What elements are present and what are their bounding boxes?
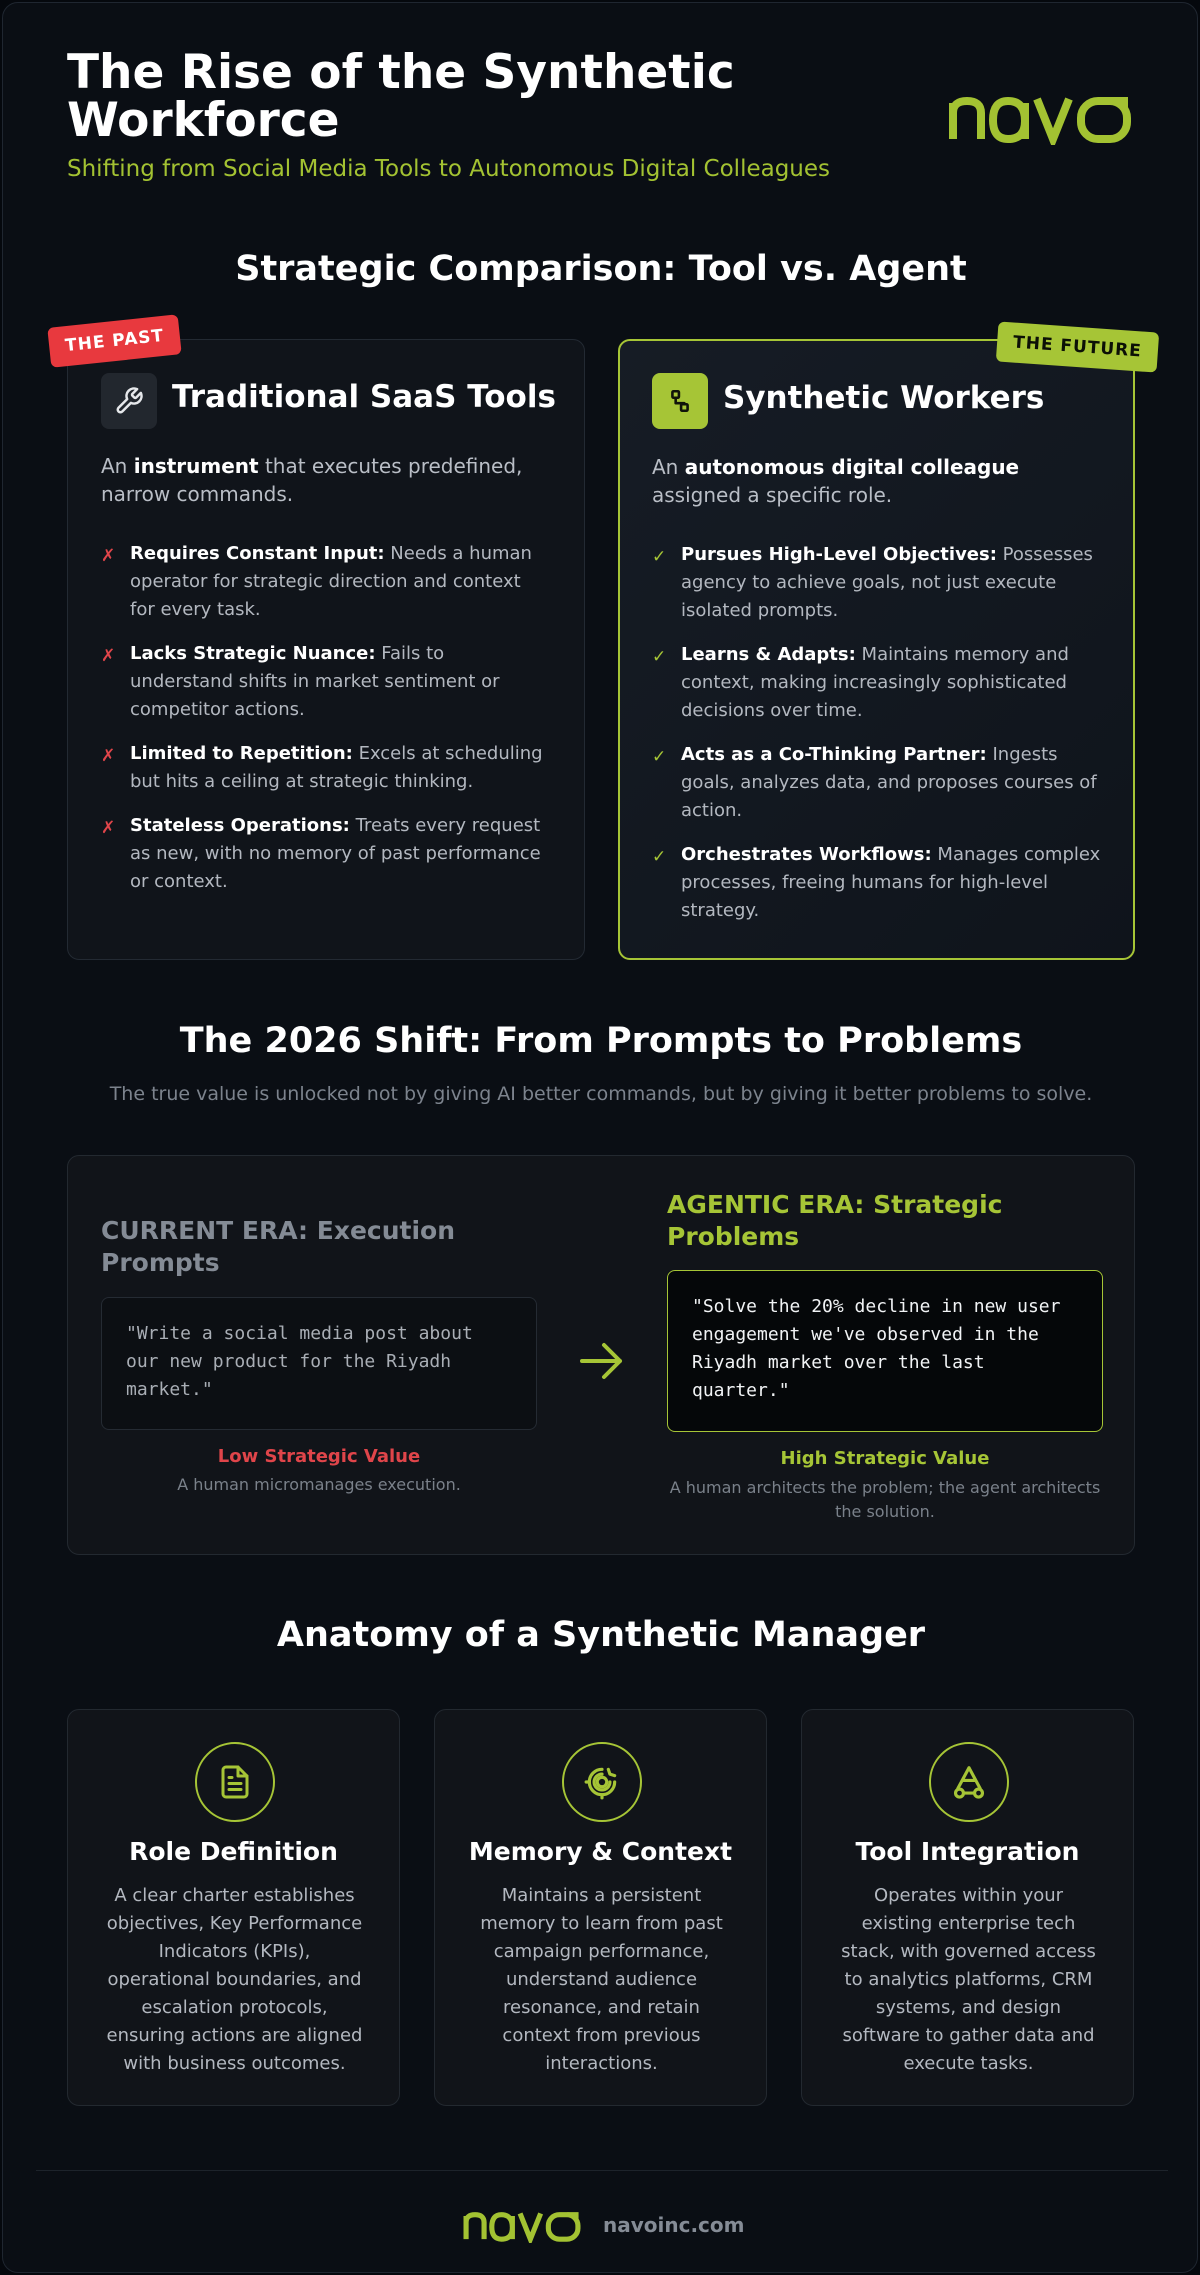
anatomy-card-tools xyxy=(801,1709,1134,2106)
high-value-label: High Strategic Value xyxy=(780,1448,990,1469)
check-icon: ✓ xyxy=(652,647,667,667)
anatomy-card-title: Tool Integration xyxy=(855,1837,1080,1866)
past-description: An instrument that executes predefined, narrow commands. xyxy=(101,454,523,506)
low-value-label: Low Strategic Value xyxy=(217,1446,421,1467)
past-card xyxy=(67,339,585,960)
tools-icon xyxy=(929,1742,1009,1822)
page-subtitle: Shifting from Social Media Tools to Autonomous Digital Colleagues xyxy=(67,156,831,182)
future-card xyxy=(618,339,1135,960)
check-icon: ✓ xyxy=(652,747,667,767)
future-title: Synthetic Workers xyxy=(723,380,1045,416)
current-prompt: "Write a social media post about our new product for the Riyadh market." xyxy=(101,1297,537,1430)
past-ribbon: THE PAST xyxy=(47,314,182,368)
cross-icon: ✗ xyxy=(101,646,116,666)
footer-divider xyxy=(36,2170,1168,2171)
agentic-era-title: AGENTIC ERA: Strategic Problems xyxy=(667,1190,1003,1251)
list-item: ✗ Lacks Strategic Nuance: Fails to understand shifts in market sentiment or competitor actions. xyxy=(101,643,500,720)
document-icon xyxy=(195,1742,275,1822)
current-era-title: CURRENT ERA: Execution Prompts xyxy=(101,1216,456,1277)
prompts-comparison xyxy=(67,1155,1135,1555)
network-icon xyxy=(652,373,708,429)
agentic-prompt: "Solve the 20% decline in new user engagement we've observed in the Riyadh market over the last quarter." xyxy=(667,1270,1103,1432)
anatomy-card-title: Memory & Context xyxy=(468,1837,733,1866)
list-item: ✗ Requires Constant Input: Needs a human operator for strategic direction and context for every task. xyxy=(101,543,532,620)
low-value-desc: A human micromanages execution. xyxy=(177,1475,461,1494)
list-item: ✓ Learns & Adapts: Maintains memory and context, making increasingly sophisticated decisions over time. xyxy=(652,644,1069,721)
list-item: ✗ Stateless Operations: Treats every request as new, with no memory of past performance or context. xyxy=(101,815,541,892)
cross-icon: ✗ xyxy=(101,818,116,838)
page-title: The Rise of the Synthetic Workforce xyxy=(67,45,735,148)
list-item: ✓ Acts as a Co-Thinking Partner: Ingests goals, analyzes data, and proposes courses of action. xyxy=(652,744,1097,821)
past-list xyxy=(101,540,551,912)
arrow-right-icon xyxy=(578,1337,626,1385)
anatomy-card-desc: A clear charter establishes objectives, Key Performance Indicators (KPIs), operational boundaries, and escalation protocols, ensuring actions are aligned with business outcomes. xyxy=(106,1885,363,2074)
navo-logo xyxy=(947,89,1133,145)
check-icon: ✓ xyxy=(652,547,667,567)
high-value-desc: A human architects the problem; the agent architects the solution. xyxy=(669,1478,1101,1521)
footer-url[interactable]: navoinc.com xyxy=(603,2213,745,2237)
past-title: Traditional SaaS Tools xyxy=(172,379,556,415)
anatomy-card-desc: Operates within your existing enterprise tech stack, with governed access to analytics platforms, CRM systems, and design software to gather data and execute tasks. xyxy=(841,1885,1096,2074)
navo-footer-logo xyxy=(460,2207,584,2243)
list-item: ✗ Limited to Repetition: Excels at scheduling but hits a ceiling at strategic thinking. xyxy=(101,743,543,792)
future-list xyxy=(652,541,1104,941)
shift-title: The 2026 Shift: From Prompts to Problems xyxy=(179,1021,1023,1061)
list-item: ✓ Pursues High-Level Objectives: Possesses agency to achieve goals, not just execute isolated prompts. xyxy=(652,544,1093,621)
list-item: ✓ Orchestrates Workflows: Manages complex processes, freeing humans for high-level strategy. xyxy=(652,844,1101,921)
shift-subtitle: The true value is unlocked not by giving AI better commands, but by giving it better problems to solve. xyxy=(109,1083,1093,1105)
anatomy-title: Anatomy of a Synthetic Manager xyxy=(276,1615,926,1655)
anatomy-card-role xyxy=(67,1709,400,2106)
check-icon: ✓ xyxy=(652,847,667,867)
comparison-title: Strategic Comparison: Tool vs. Agent xyxy=(235,249,967,289)
brain-icon xyxy=(562,1742,642,1822)
cross-icon: ✗ xyxy=(101,546,116,566)
anatomy-card-title: Role Definition xyxy=(129,1837,338,1866)
cross-icon: ✗ xyxy=(101,746,116,766)
anatomy-card-desc: Maintains a persistent memory to learn from past campaign performance, understand audience resonance, and retain context from previous interactions. xyxy=(480,1885,723,2074)
anatomy-card-memory xyxy=(434,1709,767,2106)
wrench-icon xyxy=(101,373,157,429)
future-ribbon: THE FUTURE xyxy=(996,321,1159,372)
infographic xyxy=(2,2,1198,2273)
future-description: An autonomous digital colleague assigned a specific role. xyxy=(652,455,1020,507)
